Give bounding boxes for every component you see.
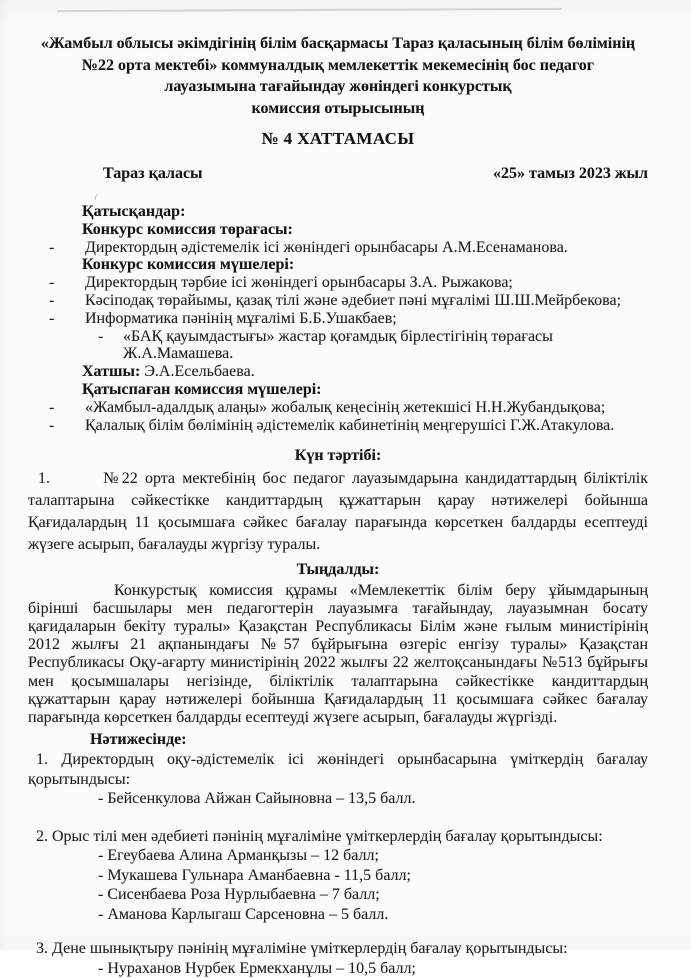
result-entry: - Мукашева Гульнара Аманбаевна - 11,5 балл;	[98, 866, 411, 884]
participants-heading: Қатысқандар:	[82, 203, 186, 220]
dash-marker: -	[49, 274, 55, 292]
agenda-item-number: 1.	[38, 470, 50, 488]
members-label: Конкурс комиссия мүшелері:	[82, 256, 295, 274]
secretary-name: Э.А.Есельбаева.	[144, 363, 255, 381]
secretary-line	[82, 363, 648, 381]
result-entry: - Нураханов Нурбек Ермекханұлы – 10,5 балл;	[98, 959, 416, 977]
list-item-text: «БАҚ қауымдастығы» жастар қоғамдық бірлестігінің төрағасы Ж.А.Мамашева.	[123, 327, 553, 363]
city-date-row	[28, 165, 648, 183]
result-block-2	[28, 827, 648, 925]
agenda-paragraph	[28, 468, 648, 555]
list-item-chair	[46, 239, 648, 257]
list-item-text: «Жамбыл-адалдық алаңы» жобалық кеңесінің жетекшісі Н.Н.Жубандықова;	[85, 398, 606, 416]
list-item-absent	[46, 417, 648, 435]
participants-section	[28, 203, 648, 434]
list-item-text: Кәсіподақ төрайымы, қазақ тілі және әдебиет пәні мұғалімі Ш.Ш.Мейрбекова;	[85, 291, 622, 309]
result-title: 3. Дене шынықтыру пәнінің мұғаліміне үміткерлердің бағалау қорытындысы:	[36, 940, 568, 958]
document-header	[28, 33, 648, 119]
agenda-item-text: №22 орта мектебінің бос педагог лауазымдарына кандидаттардың біліктілік талаптарына сәйкестікке кандиттардың құжаттарын қарау нәтижелері бойынша Қағидалардың 11 қосымшаға сәйкес бағалау парағында көрсеткен балдарды есептеуді жүзеге асырып, бағалауды жүргізу туралы.	[28, 470, 648, 553]
scan-artifact-mark	[94, 193, 101, 201]
header-line-2: №22 орта мектебі» коммуналдық мемлекеттік мекемесінің бос педагог	[81, 56, 595, 74]
dash-marker: -	[49, 238, 55, 256]
agenda-heading: Күн тәртібі:	[294, 447, 382, 465]
secretary-label: Хатшы:	[82, 363, 141, 381]
results-heading: Нәтижесінде:	[90, 731, 187, 749]
result-title: 2. Орыс тілі мен әдебиеті пәнінің мұғаліміне үміткерлердің бағалау қорытындысы:	[36, 827, 603, 845]
dash-marker: -	[49, 416, 55, 434]
header-line-1: «Жамбыл облысы әкімдігінің білім басқармасы Тараз қаласының білім бөлімінің	[40, 35, 636, 52]
list-item-member	[46, 292, 648, 310]
date-label: «25» тамыз 2023 жыл	[493, 165, 648, 182]
absent-label: Қатыспаған комиссия мүшелері:	[82, 380, 322, 398]
list-item-text: Қалалық білім бөлімінің әдістемелік кабинетінің меңгерушісі Г.Ж.Атакулова.	[85, 416, 615, 434]
heard-paragraph: Конкурстық комиссия құрамы «Мемлекеттік білім беру ұйымдарының бірінші басшылары мен педагогтерін лауазымға тағайындау, лауазымнан босату қағидаларын бекіту туралы» Қазақстан Республикасы Білім және ғылым министірінің 2012 жылғы 21 ақпанындағы №57 бұйрығына өзгеріс енгізу туралы» Қазақстан Республикасы Оқу-ағарту министірінің 2022 жылғы 22 желтоқсанындағы №513 бұйрығы мен қосымшалары негізінде, біліктілік талаптарына сәйкестікке кандиттардың құжаттарын қарау нәтижелері бойынша Қағидалардың 11 қосымшаға сәйкес бағалау парағында көрсеткен балдарды есептеуді жүзеге асырып, бағалауды жүргізді.	[28, 581, 648, 726]
header-line-3: лауазымына тағайындау жөніндегі конкурстық	[164, 78, 512, 95]
result-entry: - Бейсенкулова Айжан Сайыновна – 13,5 балл.	[98, 790, 416, 808]
list-item-absent	[46, 399, 648, 417]
dash-marker: -	[49, 309, 55, 327]
result-block-3	[28, 939, 648, 978]
city-label: Тараз қаласы	[103, 165, 203, 182]
dash-marker: -	[49, 291, 55, 309]
list-item-text: Директордың әдістемелік ісі жөніндегі орынбасары А.М.Есенаманова.	[85, 238, 568, 256]
list-item-member	[46, 310, 648, 328]
result-entry: - Егеубаева Алина Арманқызы – 12 балл;	[98, 847, 379, 865]
heard-heading: Тыңдалды:	[296, 560, 380, 578]
list-item-text: Директордың тәрбие ісі жөніндегі орынбасары З.А. Рыжакова;	[85, 274, 513, 292]
chair-label: Конкурс комиссия төрағасы:	[82, 220, 293, 238]
protocol-title: № 4 ХАТТАМАСЫ	[261, 129, 415, 148]
list-item-member	[46, 274, 648, 292]
header-line-4: комиссия отырысының	[251, 99, 425, 117]
result-title: 1. Директордың оқу-әдістемелік ісі жөніндегі орынбасарына үміткердің бағалау қорытындысы:	[28, 751, 648, 788]
result-entry: - Сисенбаева Роза Нурлыбаевна – 7 балл;	[98, 886, 380, 904]
dash-marker: -	[49, 398, 55, 416]
list-item-member-sub	[92, 328, 648, 364]
dash-marker: -	[98, 327, 104, 345]
scan-artifact-line	[57, 8, 562, 12]
result-entry: - Аманова Карлыгаш Сарсеновна – 5 балл.	[98, 905, 389, 923]
result-block-1	[28, 750, 648, 809]
list-item-text: Информатика пәнінің мұғалімі Б.Б.Ушакбаев;	[85, 309, 397, 327]
